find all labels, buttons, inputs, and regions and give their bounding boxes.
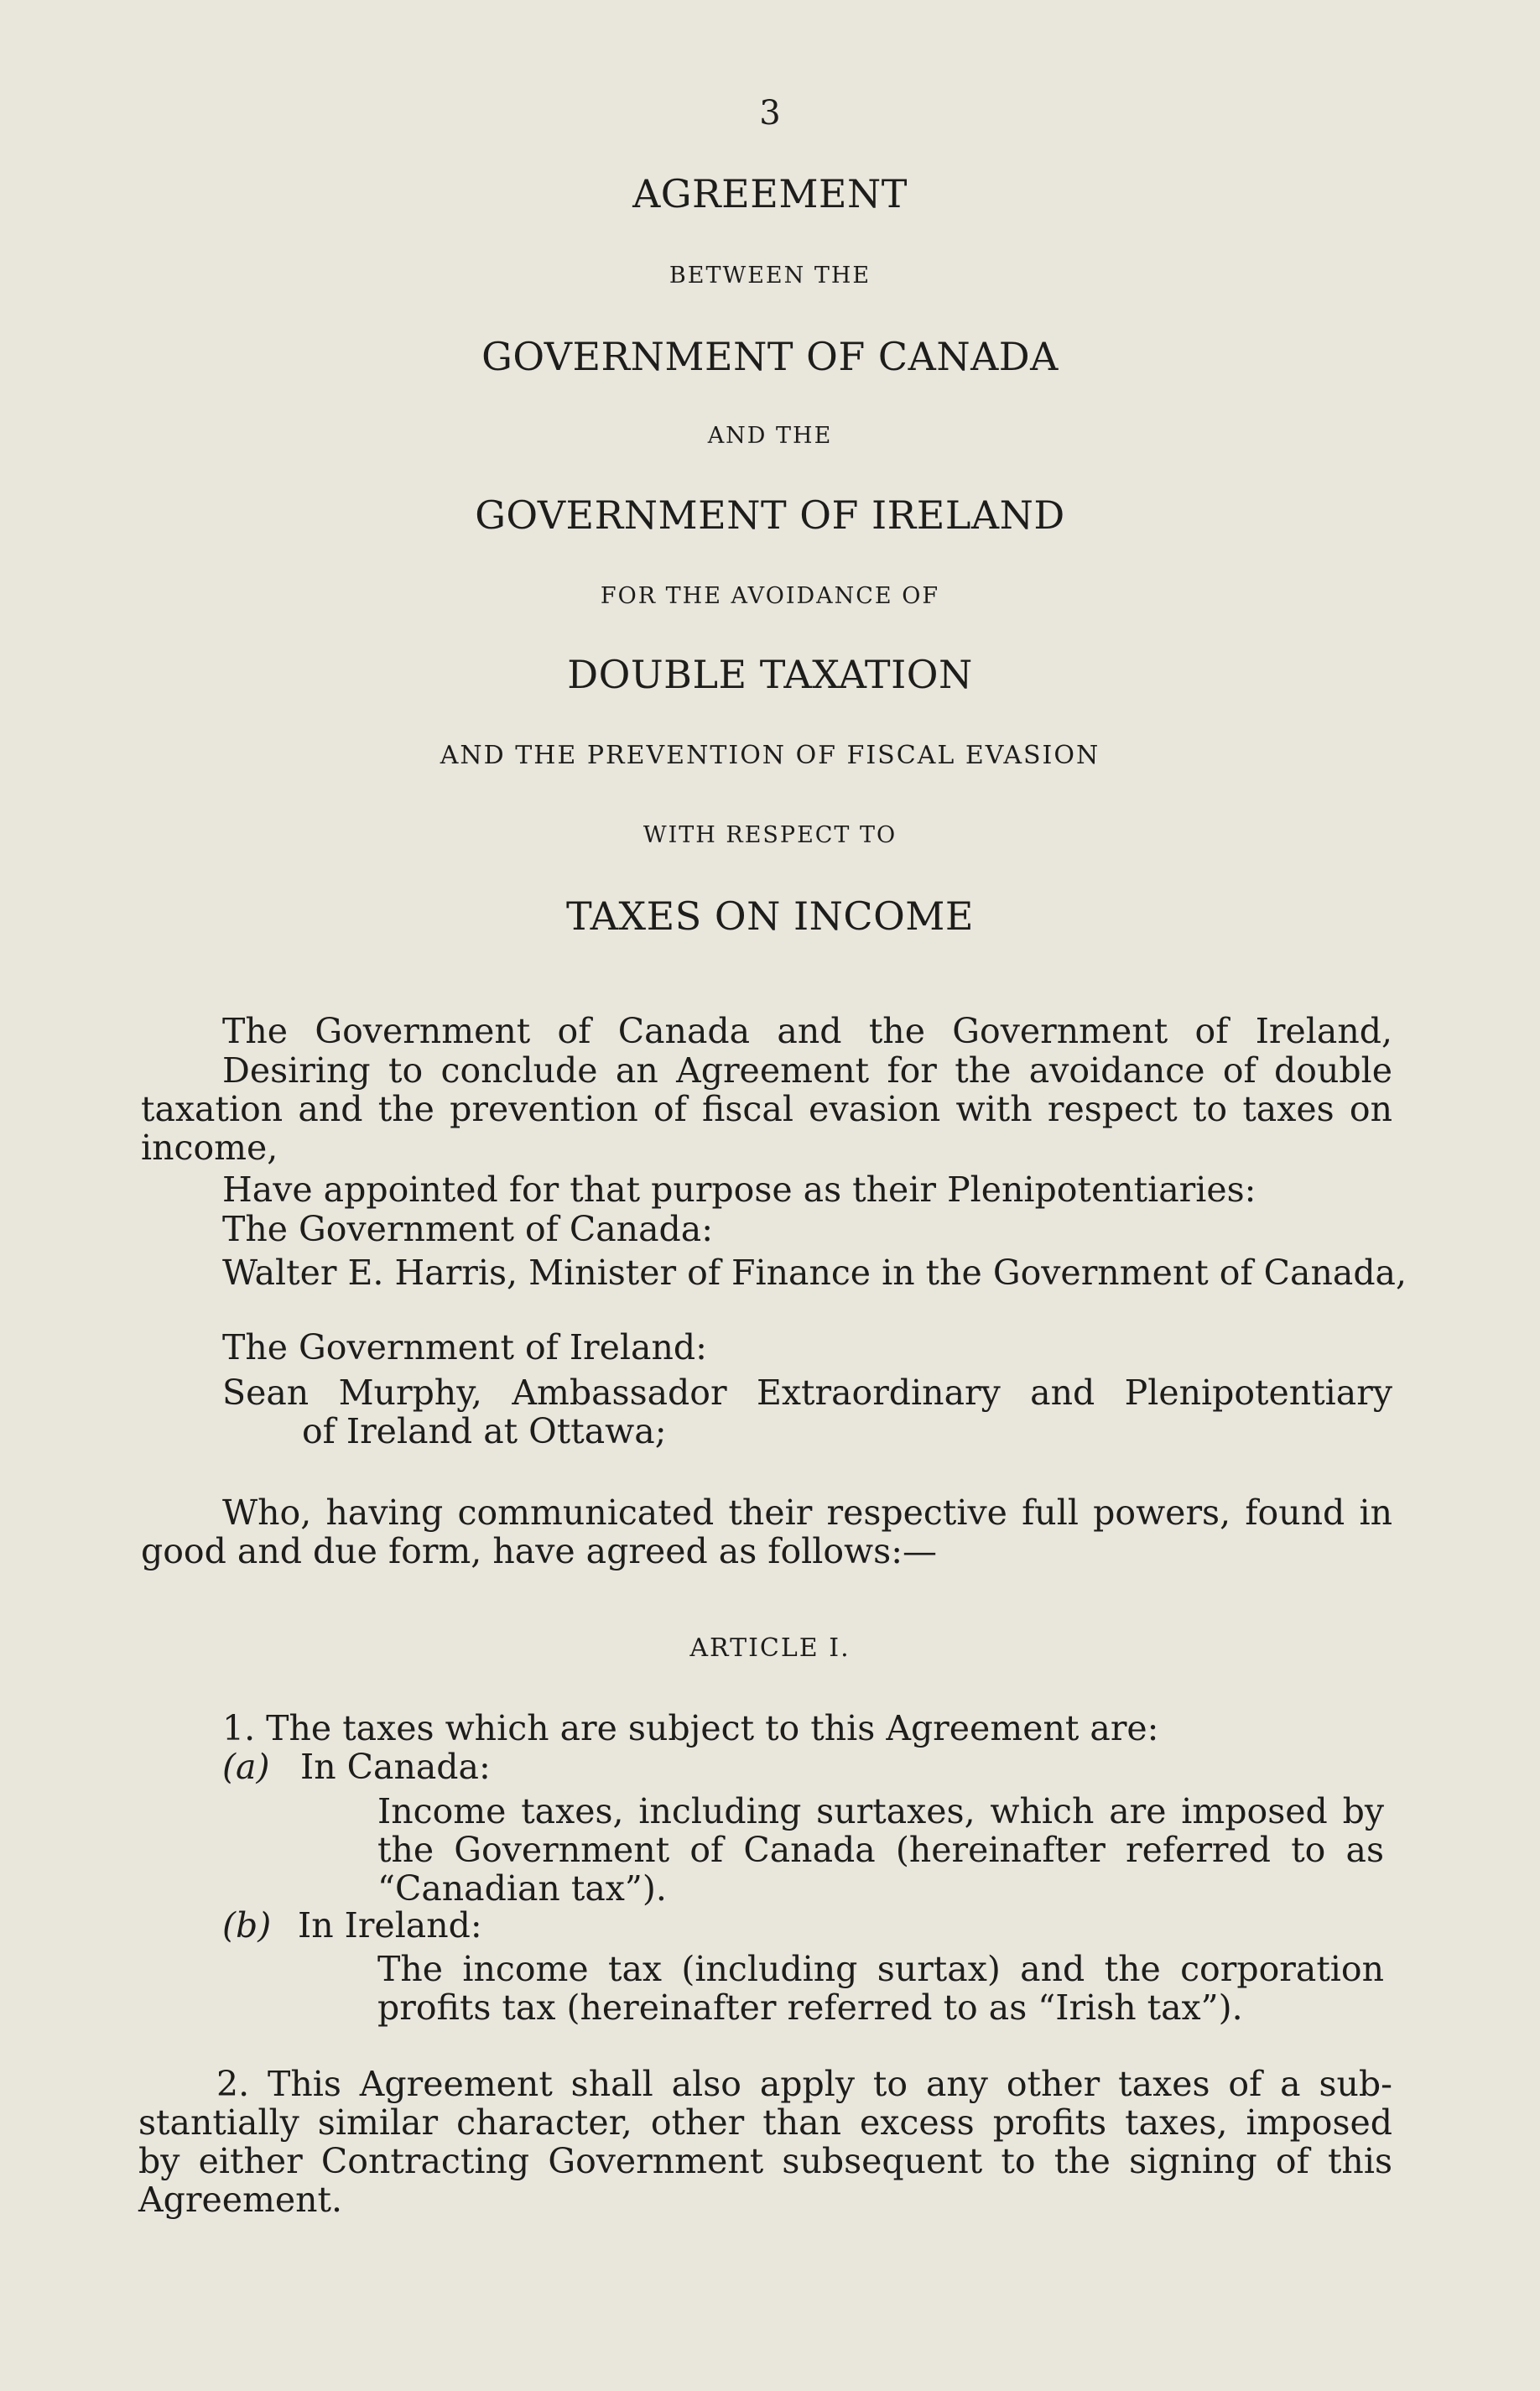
title-agreement: AGREEMENT: [632, 171, 908, 216]
item-a-line-2: the Government of Canada (hereinafter referred to as: [377, 1830, 1384, 1870]
preamble-line-4: income,: [141, 1128, 278, 1168]
article-para-2-line-2: stantially similar character, other than excess profits taxes, imposed: [138, 2102, 1392, 2143]
article-para-2-line-1: 2. This Agreement shall also apply to any other taxes of a sub-: [216, 2064, 1392, 2104]
preamble-line-9: Sean Murphy, Ambassador Extraordinary and Plenipotentiary: [222, 1373, 1392, 1413]
preamble-line-6: The Government of Canada:: [222, 1209, 714, 1249]
item-a-label: (a): [222, 1747, 270, 1787]
preamble-line-8: The Government of Ireland:: [222, 1327, 707, 1367]
item-b-label: (b): [222, 1905, 272, 1946]
preamble-line-10: of Ireland at Ottawa;: [302, 1411, 667, 1451]
subtitle-prevention: AND THE PREVENTION OF FISCAL EVASION: [440, 741, 1100, 770]
subtitle-and: AND THE: [707, 423, 833, 449]
item-b-line-2: profits tax (hereinafter referred to as “Irish tax”).: [377, 1987, 1243, 2028]
article-para-1: 1. The taxes which are subject to this Agreement are:: [222, 1708, 1159, 1748]
subtitle-avoidance: FOR THE AVOIDANCE OF: [600, 583, 940, 609]
subtitle-between: BETWEEN THE: [669, 263, 871, 289]
title-taxes-income: TAXES ON INCOME: [566, 893, 974, 939]
title-canada: GOVERNMENT OF CANADA: [481, 334, 1059, 379]
preamble-line-5: Have appointed for that purpose as their Plenipotentiaries:: [222, 1169, 1256, 1210]
preamble-line-11: Who, having communicated their respective full powers, found in: [222, 1492, 1392, 1533]
item-a-heading: In Canada:: [300, 1747, 491, 1787]
article-title: ARTICLE I.: [689, 1633, 851, 1663]
preamble-line-1: The Government of Canada and the Government of Ireland,: [222, 1011, 1392, 1051]
item-b-heading: In Ireland:: [298, 1905, 482, 1946]
article-para-2-line-3: by either Contracting Government subsequent to the signing of this: [138, 2141, 1392, 2181]
item-a-line-1: Income taxes, including surtaxes, which are imposed by: [377, 1791, 1384, 1831]
preamble-line-3: taxation and the prevention of fiscal evasion with respect to taxes on: [141, 1089, 1392, 1129]
title-ireland: GOVERNMENT OF IRELAND: [475, 492, 1065, 538]
preamble-line-12: good and due form, have agreed as follows:—: [141, 1531, 938, 1571]
title-double-taxation: DOUBLE TAXATION: [567, 652, 973, 697]
subtitle-respect: WITH RESPECT TO: [643, 822, 897, 848]
preamble-line-2: Desiring to conclude an Agreement for the avoidance of double: [222, 1050, 1392, 1091]
item-a-line-3: “Canadian tax”).: [377, 1868, 667, 1909]
preamble-line-7: Walter E. Harris, Minister of Finance in the Government of Canada,: [222, 1253, 1407, 1293]
page-number: 3: [759, 94, 781, 133]
item-b-line-1: The income tax (including surtax) and the corporation: [377, 1949, 1384, 1989]
article-para-2-line-4: Agreement.: [138, 2180, 343, 2220]
